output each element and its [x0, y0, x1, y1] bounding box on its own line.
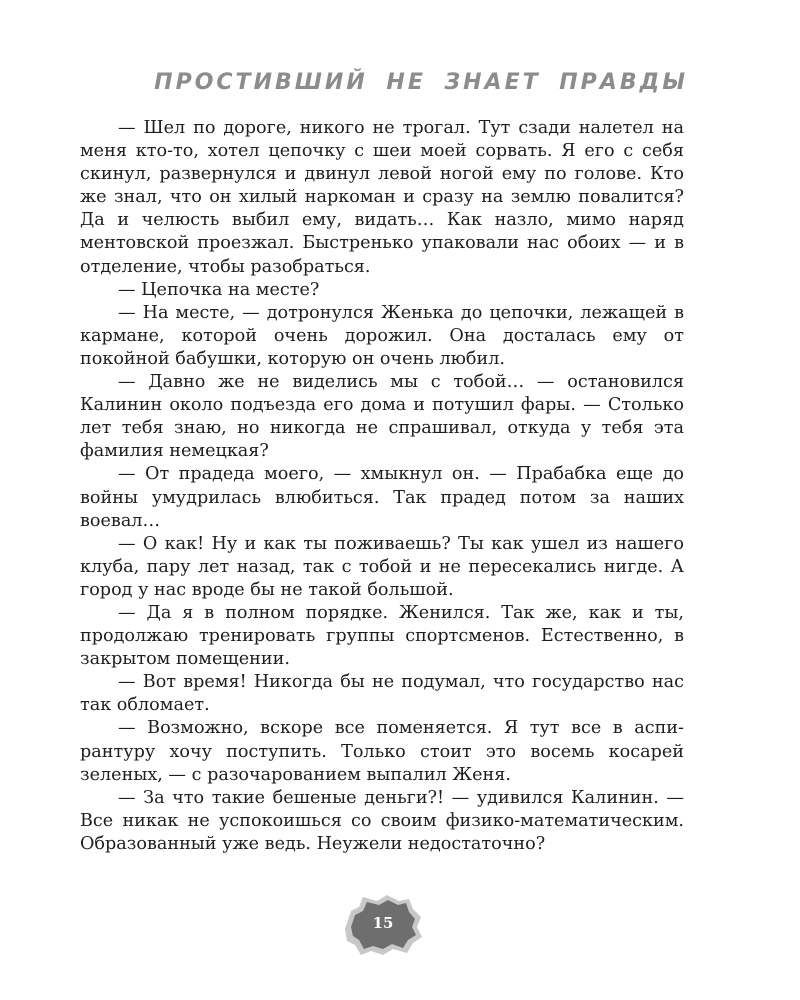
paragraph: — За что такие бешеные деньги?! — удивился Калинин. — Все никак не успокоишься со своим физико-математическим. Образованный уже ведь. Неужели недостаточно? — [80, 787, 684, 854]
paragraph: — Цепочка на месте? — [118, 279, 320, 300]
paragraph: — От прадеда моего, — хмыкнул он. — Прабабка еще до войны умудрилась влюбиться. Так прадед потом за наших воевал… — [80, 464, 684, 531]
page-number: 15 — [372, 914, 394, 932]
paragraph: — На месте, — дотронулся Женька до цепочки, лежащей в кармане, которой очень дорожил. Она досталась ему от покойной бабушки, которую он очень любил. — [80, 302, 684, 369]
text-body — [80, 117, 684, 856]
paragraph: — Шел по дороге, никого не трогал. Тут сзади налетел на меня кто-то, хотел цепочку с шеи моей сорвать. Я его с себя скинул, развернулся и двинул левой ногой ему по голове. Кто же знал, что он хилый наркоман и сразу на землю повалится? Да и челюсть выбил ему, видать… Как назло, мимо наряд ментовской проезжал. Быстренько упаковали нас обоих — и в отделение, чтобы разобраться. — [80, 118, 684, 277]
paragraph: — О как! Ну и как ты поживаешь? Ты как ушел из нашего клуба, пару лет назад, так с тобой и не пересекались нигде. А город у нас вроде бы не такой большой. — [80, 533, 684, 600]
paragraph: — Да я в полном порядке. Женился. Так же, как и ты, продолжаю тренировать группы спортсменов. Естественно, в закрытом помещении. — [80, 602, 684, 670]
paragraph: — Вот время! Никогда бы не подумал, что государство нас так обломает. — [80, 672, 684, 716]
page-number-badge — [343, 893, 423, 957]
running-header: ПРОСТИВШИЙ НЕ ЗНАЕТ ПРАВДЫ — [154, 70, 688, 95]
paragraph: — Давно же не виделись мы с тобой… — остановился Калинин около подъезда его дома и потушил фары. — Столько лет тебя знаю, но никогда не спрашивал, откуда у тебя эта фамилия немецкая? — [80, 372, 684, 462]
paragraph: — Возможно, вскоре все поменяется. Я тут все в аспирантуру хочу поступить. Только стоит это восемь косарей зеленых, — с разочарованием выпалил Женя. — [80, 718, 684, 785]
